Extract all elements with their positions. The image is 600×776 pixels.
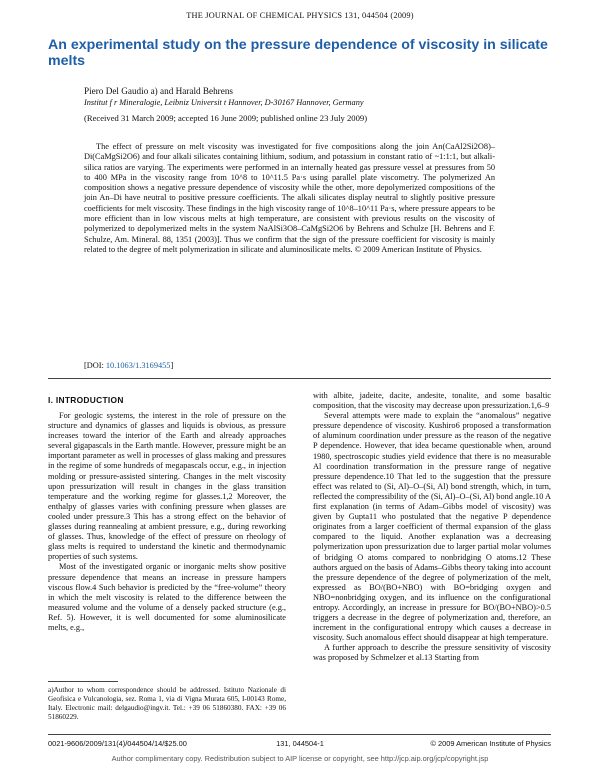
doi-link[interactable]: 10.1063/1.3169455 <box>105 361 171 370</box>
received-dates: (Received 31 March 2009; accepted 16 June 2009; published online 23 July 2009) <box>84 113 368 123</box>
section-heading: I. INTRODUCTION <box>48 395 124 405</box>
page-number: 131, 044504-1 <box>276 739 324 748</box>
doi-prefix: [DOI: <box>84 361 106 370</box>
author-list: Piero Del Gaudio a) and Harald Behrens <box>84 86 233 96</box>
article-title: An experimental study on the pressure dependence of viscosity in silicate melts <box>48 37 548 69</box>
paragraph: Most of the investigated organic or inorganic melts show positive pressure dependence that means an increase in pressure hampers viscous flow.4 Such behavior is predicted by the “free-volume” theory in which the melt viscosity is related to the difference between the measured volume and the volume of a densely packed structure (e.g., Ref. 5). However, it is well documented for some aluminosilicate melts, e.g., <box>48 562 286 632</box>
paragraph: For geologic systems, the interest in the role of pressure on the structure and dynamics of glasses and liquids is obvious, as pressure increases toward the interior of the Earth and already approaches several gigapascals in the Earth mantle. However, pressure might be an important parameter as well in processes of glass making and pressures in the regime of some hundreds of megapascals occur, e.g., in injection molding or pressure-assisted sintering. Changes in the melt viscosity upon pressurization will result in changes in the glass transition temperature and the working regime for glasses.1,2 Moreover, the enthalpy of glasses varies with confining pressure when glasses are cooled under pressure.3 This has a strong effect on the behavior of glasses during reannealing at ambient pressure, e.g., during reworking of glasses. Thus, knowledge of the effect of pressure on rheology of glass melts is required to understand the kinetic and thermodynamic properties of such systems. <box>48 411 286 562</box>
footnote: a)Author to whom correspondence should be addressed. Istituto Nazionale di Geofisica e Vulcanologia, sez. Roma 1, via di Vigna Murata 605, I-00143 Rome, Italy. Electronic mail: delgaudio@ingv.it. Tel.: +39 06 51860380. FAX: +39 06 51860229. <box>48 686 286 721</box>
running-head: THE JOURNAL OF CHEMICAL PHYSICS 131, 044504 (2009) <box>186 11 414 20</box>
left-column <box>48 411 286 633</box>
paragraph: with albite, jadeite, dacite, andesite, tonalite, and some basaltic composition, that the viscosity may decrease upon pressurization.1,6–9 <box>313 391 551 411</box>
issn-code: 0021-9606/2009/131(4)/044504/14/$25.00 <box>48 739 187 748</box>
abstract: The effect of pressure on melt viscosity was investigated for five compositions along the join An(CaAl2Si2O8)–Di(CaMgSi2O6) and four alkali silicates containing lithium, sodium, and potassium in constant ratio of ~1:1:1, but alkali-silica ratios are varying. The experiments were performed in an internally heated gas pressure vessel at pressures from 50 to 400 MPa in the viscosity range from 10^8 to 10^11.5 Pa·s using parallel plate viscometry. The polymerized An composition shows a negative pressure dependence of viscosity while the other, more depolymerized compositions of the join An–Di have neutral to positive pressure coefficients. The alkali silicates display neutral to slightly positive pressure coefficients for melt viscosity. These findings in the high viscosity range of 10^8–10^11 Pa·s, where pressure appears to be more efficient than in low viscous melts at high temperature, are consistent with previous results on the viscosity of polymerized to depolymerized melts in the system NaAlSi3O8–CaMgSi2O6 by Behrens and Schulze [H. Behrens and F. Schulze, Am. Mineral. 88, 1351 (2003)]. Thus we confirm that the sign of the pressure coefficient for viscosity is mainly related to the degree of melt polymerization in silicate and aluminosilicate melts. © 2009 American Institute of Physics. <box>84 142 495 254</box>
doi-line <box>84 361 173 370</box>
footer-divider <box>48 734 551 735</box>
doi-suffix: ] <box>170 361 174 370</box>
abstract-divider <box>48 378 551 379</box>
footnote-divider <box>48 681 118 682</box>
right-column <box>313 391 551 664</box>
paragraph: Several attempts were made to explain the “anomalous” negative pressure dependence of viscosity. Kushiro6 proposed a transformation of aluminum coordination under pressure as the reason of the negative P dependence. However, that idea became questionable when, around 1980, spectroscopic studies yield evidence that there is no measurable Al coordination transformation in the pressure range of negative pressure dependence.10 That led to the suggestion that the pressure effect was related to (Si, Al)–O–(Si, Al) bond strength, which, in turn, reflected the compressibility of the (Si, Al)–O–(Si, Al) bond angle.10 A first explanation (in terms of Adam–Gibbs model of viscosity) was given by Gupta11 who postulated that the negative P dependence originates from a larger coefficient of thermal expansion of the glass compared to the liquid. Another explanation was a decreasing polymerization upon pressurization due to larger partial molar volumes of bridging O atoms compared to nonbridging O atoms.12 These authors argued on the basis of Adams–Gibbs theory taking into account the pressure dependence of the degree of polymerization of the melt, expressed as BO/(BO+NBO) with BO=bridging oxygen and NBO=nonbridging oxygen, and its influence on the configurational entropy. Accordingly, an increase in pressure for BO/(BO+NBO)>0.5 triggers a decrease in the degree of polymerization and, therefore, an increment in the configurational entropy which causes a decrease in viscosity. Such anomalous effect should disappear at high temperature. <box>313 411 551 643</box>
copyright-notice: © 2009 American Institute of Physics <box>430 739 551 748</box>
affiliation: Institut f r Mineralogie, Leibniz Universit t Hannover, D-30167 Hannover, Germany <box>84 98 364 107</box>
license-footer: Author complimentary copy. Redistribution subject to AIP license or copyright, see http://jcp.aip.org/jcp/copyright.jsp <box>111 754 489 763</box>
paragraph: A further approach to describe the pressure sensitivity of viscosity was proposed by Schmelzer et al.13 Starting from <box>313 643 551 663</box>
